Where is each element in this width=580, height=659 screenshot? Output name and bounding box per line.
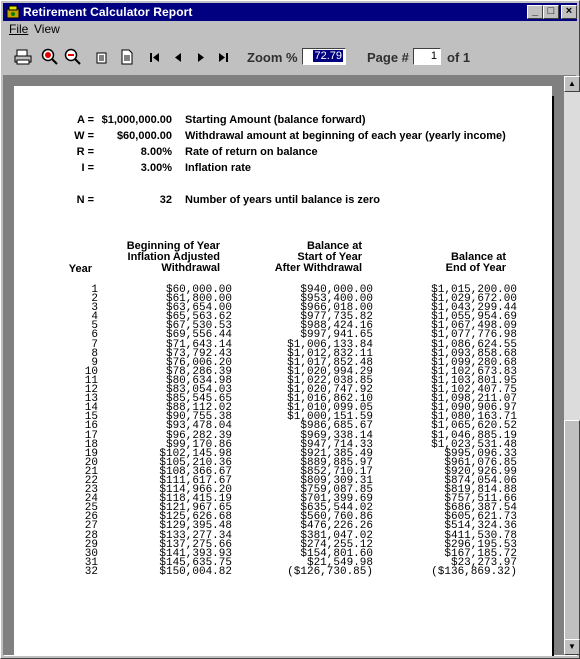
- start-balance-cell: $1,012,832.11: [287, 347, 373, 360]
- start-balance-cell: $1,000,151.59: [287, 411, 373, 424]
- start-balance-cell: $759,087.85: [300, 484, 373, 497]
- header-line: After Withdrawal: [274, 262, 362, 274]
- header-line: Withdrawal: [161, 262, 220, 274]
- year-cell: 21: [84, 465, 98, 478]
- header-year-label: Year: [68, 263, 92, 275]
- next-page-button[interactable]: [194, 48, 212, 66]
- start-balance-cell: $1,020,747.92: [287, 384, 373, 397]
- withdrawal-cell: $118,415.19: [159, 493, 232, 506]
- year-cell: 16: [84, 420, 98, 433]
- menu-view-label: View: [34, 22, 60, 36]
- end-balance-cell: $1,065,620.52: [431, 420, 517, 433]
- start-balance-cell: $986,685.67: [300, 420, 373, 433]
- table-row: [70, 568, 517, 577]
- printer-icon: [14, 48, 32, 66]
- param-description: Withdrawal amount at beginning of each year (yearly income): [185, 130, 506, 142]
- param-description: Starting Amount (balance forward): [185, 114, 366, 126]
- end-balance-cell: $1,102,407.75: [431, 384, 517, 397]
- scroll-down-button[interactable]: ▼: [564, 639, 580, 655]
- year-cell: 4: [91, 311, 98, 324]
- withdrawal-cell: $105,210.36: [159, 456, 232, 469]
- year-cell: 31: [84, 556, 98, 569]
- start-balance-cell: $988,424.16: [300, 320, 373, 333]
- year-cell: 2: [91, 293, 98, 306]
- withdrawal-cell: $80,634.98: [165, 374, 232, 387]
- end-balance-cell: ($136,869.32): [431, 565, 517, 578]
- header-line: Balance at: [306, 240, 362, 252]
- withdrawal-cell: $150,004.82: [159, 565, 232, 578]
- print-button[interactable]: [14, 48, 32, 66]
- start-balance-cell: $1,017,852.48: [287, 356, 373, 369]
- header-line: Inflation Adjusted: [127, 251, 220, 263]
- withdrawal-cell: $99,170.86: [165, 438, 232, 451]
- withdrawal-cell: $69,556.44: [165, 329, 232, 342]
- withdrawal-cell: $60,000.00: [165, 284, 232, 296]
- schedule-table: [70, 286, 517, 577]
- year-cell: 9: [91, 356, 98, 369]
- withdrawal-cell: $102,145.98: [159, 447, 232, 460]
- withdrawal-cell: $93,478.04: [165, 420, 232, 433]
- end-balance-cell: $920,926.99: [444, 465, 517, 478]
- zoom-value: 72.79: [314, 50, 342, 62]
- year-cell: 13: [84, 393, 98, 406]
- header-line: End of Year: [445, 262, 506, 274]
- menu-file-label: File: [9, 22, 29, 36]
- year-cell: 6: [91, 329, 98, 342]
- start-balance-cell: $21,549.98: [306, 556, 373, 569]
- withdrawal-cell: $83,054.03: [165, 384, 232, 397]
- param-key: I =: [81, 162, 94, 174]
- year-cell: 15: [84, 411, 98, 424]
- year-cell: 17: [84, 429, 98, 442]
- end-balance-cell: $1,080,163.71: [431, 411, 517, 424]
- start-balance-cell: $476,226.26: [300, 520, 373, 533]
- year-cell: 22: [84, 474, 98, 487]
- end-balance-cell: $961,076.85: [444, 456, 517, 469]
- end-balance-cell: $1,029,672.00: [431, 293, 517, 306]
- withdrawal-cell: $78,286.39: [165, 365, 232, 378]
- year-cell: 1: [91, 284, 98, 296]
- page-number-input[interactable]: 1: [413, 48, 441, 65]
- start-balance-cell: $940,000.00: [300, 284, 373, 296]
- window-title: Retirement Calculator Report: [23, 5, 193, 19]
- withdrawal-cell: $65,563.62: [165, 311, 232, 324]
- app-icon: [6, 5, 20, 19]
- page-count: of 1: [447, 50, 471, 65]
- header-start-balance: [252, 241, 362, 274]
- end-balance-cell: $1,102,673.83: [431, 365, 517, 378]
- end-balance-cell: $1,023,531.48: [431, 438, 517, 451]
- last-page-icon: [216, 48, 230, 66]
- withdrawal-cell: $67,530.53: [165, 320, 232, 333]
- scroll-up-button[interactable]: ▲: [564, 76, 580, 92]
- year-cell: 25: [84, 502, 98, 515]
- param-description: Rate of return on balance: [185, 146, 318, 158]
- zoom-input[interactable]: [302, 48, 346, 65]
- param-key: N =: [76, 194, 94, 206]
- start-balance-cell: $1,010,099.05: [287, 402, 373, 415]
- maximize-button[interactable]: □: [543, 5, 559, 19]
- two-page-button[interactable]: [95, 48, 113, 66]
- withdrawal-cell: $125,626.68: [159, 511, 232, 524]
- param-key: A =: [76, 114, 94, 126]
- year-cell: 23: [84, 484, 98, 497]
- vertical-scrollbar[interactable]: [564, 76, 580, 655]
- start-balance-cell: $1,022,038.85: [287, 374, 373, 387]
- menu-bar: [3, 21, 577, 37]
- next-page-icon: [194, 48, 208, 66]
- withdrawal-cell: $63,654.00: [165, 302, 232, 315]
- start-balance-cell: $701,399.69: [300, 493, 373, 506]
- param-value: 8.00%: [140, 146, 172, 158]
- end-balance-cell: $411,530.78: [444, 529, 517, 542]
- start-balance-cell: $921,385.49: [300, 447, 373, 460]
- year-cell: 28: [84, 529, 98, 542]
- year-cell: 18: [84, 438, 98, 451]
- title-bar[interactable]: [3, 3, 577, 21]
- param-key: R =: [76, 146, 94, 158]
- start-balance-cell: $1,016,862.10: [287, 393, 373, 406]
- year-cell: 5: [91, 320, 98, 333]
- withdrawal-cell: $111,617.67: [159, 474, 232, 487]
- start-balance-cell: $889,885.97: [300, 456, 373, 469]
- start-balance-cell: $997,941.65: [300, 329, 373, 342]
- start-balance-cell: $1,006,133.84: [287, 338, 373, 351]
- withdrawal-cell: $121,967.65: [159, 502, 232, 515]
- year-cell: 19: [84, 447, 98, 460]
- start-balance-cell: $809,309.31: [300, 474, 373, 487]
- scroll-thumb[interactable]: [564, 420, 580, 640]
- withdrawal-cell: $88,112.02: [165, 402, 232, 415]
- first-page-button[interactable]: [148, 48, 166, 66]
- end-balance-cell: $1,015,200.00: [431, 284, 517, 296]
- withdrawal-cell: $96,282.39: [165, 429, 232, 442]
- report-page: [14, 86, 552, 656]
- withdrawal-cell: $73,792.43: [165, 347, 232, 360]
- toolbar: [3, 39, 577, 75]
- start-balance-cell: $560,760.86: [300, 511, 373, 524]
- withdrawal-cell: $141,393.93: [159, 547, 232, 560]
- header-end-balance: [396, 252, 506, 274]
- zoom-out-button[interactable]: [64, 48, 82, 66]
- report-viewport[interactable]: [3, 75, 577, 656]
- zoom-label: Zoom %: [247, 50, 298, 65]
- withdrawal-cell: $145,635.75: [159, 556, 232, 569]
- header-line: Start of Year: [297, 251, 362, 263]
- end-balance-cell: $1,067,498.09: [431, 320, 517, 333]
- year-cell: 26: [84, 511, 98, 524]
- end-balance-cell: $1,103,801.95: [431, 374, 517, 387]
- header-withdrawal: [110, 241, 220, 274]
- year-cell: 32: [84, 565, 98, 578]
- end-balance-cell: $605,621.73: [444, 511, 517, 524]
- first-page-icon: [148, 48, 162, 66]
- start-balance-cell: $274,255.12: [300, 538, 373, 551]
- header-year: [50, 264, 92, 275]
- param-value: $60,000.00: [116, 130, 172, 142]
- end-balance-cell: $1,098,211.07: [431, 393, 517, 406]
- end-balance-cell: $1,043,299.44: [431, 302, 517, 315]
- year-cell: 11: [84, 374, 98, 387]
- header-line: Beginning of Year: [126, 240, 220, 252]
- start-balance-cell: $635,544.02: [300, 502, 373, 515]
- param-value: 3.00%: [140, 162, 172, 174]
- year-cell: 14: [84, 402, 98, 415]
- withdrawal-cell: $76,006.20: [165, 356, 232, 369]
- year-cell: 20: [84, 456, 98, 469]
- withdrawal-cell: $137,275.66: [159, 538, 232, 551]
- end-balance-cell: $819,814.88: [444, 484, 517, 497]
- start-balance-cell: $969,338.14: [300, 429, 373, 442]
- param-description: Number of years until balance is zero: [185, 194, 381, 206]
- end-balance-cell: $874,054.06: [444, 474, 517, 487]
- withdrawal-cell: $61,800.00: [165, 293, 232, 306]
- year-cell: 27: [84, 520, 98, 533]
- end-balance-cell: $1,099,280.68: [431, 356, 517, 369]
- withdrawal-cell: $90,755.38: [165, 411, 232, 424]
- year-cell: 10: [84, 365, 98, 378]
- start-balance-cell: $977,735.82: [300, 311, 373, 324]
- page-icon: [118, 48, 136, 66]
- previous-page-icon: [171, 48, 185, 66]
- end-balance-cell: $23,273.97: [450, 556, 517, 569]
- menu-file[interactable]: [9, 22, 28, 36]
- end-balance-cell: $1,077,776.98: [431, 329, 517, 342]
- withdrawal-cell: $129,395.48: [159, 520, 232, 533]
- end-balance-cell: $296,195.53: [444, 538, 517, 551]
- start-balance-cell: $953,400.00: [300, 293, 373, 306]
- year-cell: 7: [91, 338, 98, 351]
- year-cell: 12: [84, 384, 98, 397]
- year-cell: 3: [91, 302, 98, 315]
- start-balance-cell: $1,020,994.29: [287, 365, 373, 378]
- end-balance-cell: $1,090,906.97: [431, 402, 517, 415]
- end-balance-cell: $1,093,858.68: [431, 347, 517, 360]
- end-balance-cell: $686,387.54: [444, 502, 517, 515]
- year-cell: 30: [84, 547, 98, 560]
- end-balance-cell: $1,055,954.69: [431, 311, 517, 324]
- withdrawal-cell: $133,277.34: [159, 529, 232, 542]
- end-balance-cell: $1,086,624.55: [431, 338, 517, 351]
- param-description: Inflation rate: [185, 162, 252, 174]
- year-cell: 24: [84, 493, 98, 506]
- start-balance-cell: ($126,730.85): [287, 565, 373, 578]
- start-balance-cell: $947,714.33: [300, 438, 373, 451]
- zoom-out-icon: [64, 48, 82, 66]
- withdrawal-cell: $71,643.14: [165, 338, 232, 351]
- table-row: [70, 550, 517, 559]
- zoom-in-button[interactable]: [41, 48, 59, 66]
- header-line: Balance at: [450, 251, 506, 263]
- param-value: $1,000,000.00: [101, 114, 172, 126]
- withdrawal-cell: $85,545.65: [165, 393, 232, 406]
- last-page-button[interactable]: [216, 48, 234, 66]
- withdrawal-cell: $114,966.20: [159, 484, 232, 497]
- previous-page-button[interactable]: [171, 48, 189, 66]
- multi-page-icon: [95, 48, 113, 66]
- start-balance-cell: $966,018.00: [300, 302, 373, 315]
- year-cell: 8: [91, 347, 98, 360]
- end-balance-cell: $1,046,885.19: [431, 429, 517, 442]
- start-balance-cell: $381,047.02: [300, 529, 373, 542]
- end-balance-cell: $995,096.33: [444, 447, 517, 460]
- param-key: W =: [74, 130, 94, 142]
- close-button[interactable]: ×: [561, 5, 577, 19]
- end-balance-cell: $514,324.36: [444, 520, 517, 533]
- page-setup-button[interactable]: [118, 48, 136, 66]
- year-cell: 29: [84, 538, 98, 551]
- start-balance-cell: $852,710.17: [300, 465, 373, 478]
- withdrawal-cell: $108,366.67: [159, 465, 232, 478]
- minimize-button[interactable]: _: [527, 5, 543, 19]
- zoom-in-icon: [41, 48, 59, 66]
- end-balance-cell: $167,185.72: [444, 547, 517, 560]
- page-label: Page #: [367, 50, 409, 65]
- param-value: 32: [159, 194, 172, 206]
- end-balance-cell: $757,511.66: [444, 493, 517, 506]
- start-balance-cell: $154,801.60: [300, 547, 373, 560]
- menu-view[interactable]: [34, 22, 60, 36]
